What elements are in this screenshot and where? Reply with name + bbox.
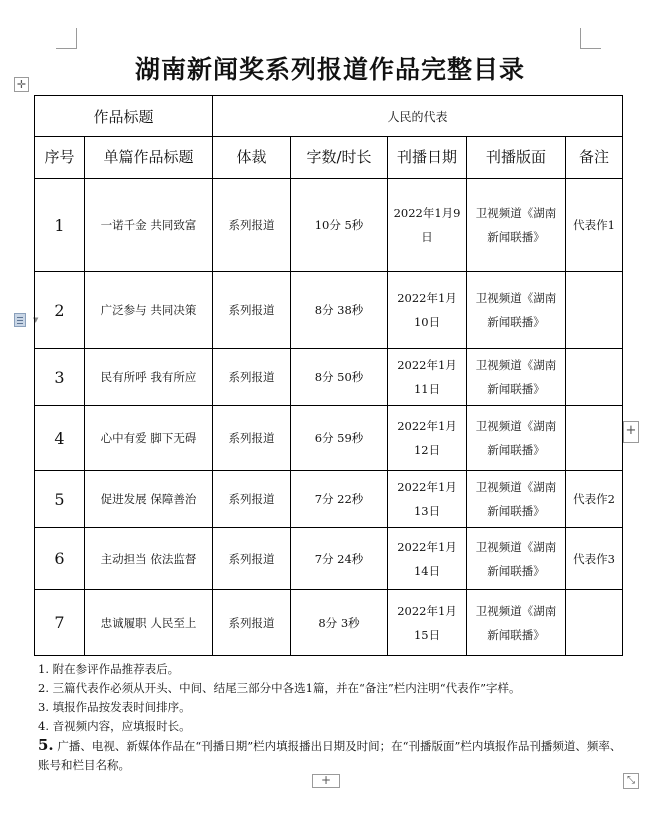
row-date[interactable]: 2022年1月14日 <box>388 528 467 590</box>
row-title[interactable]: 忠诚履职 人民至上 <box>85 590 213 656</box>
col-header-title: 单篇作品标题 <box>85 137 213 179</box>
note-number: 4. <box>38 719 49 733</box>
col-header-note: 备注 <box>566 137 623 179</box>
col-header-genre: 体裁 <box>213 137 291 179</box>
table-row <box>35 406 623 471</box>
row-channel[interactable]: 卫视频道《湖南新闻联播》 <box>467 179 566 272</box>
row-genre[interactable]: 系列报道 <box>213 471 291 528</box>
note-item <box>38 660 628 679</box>
row-note[interactable] <box>566 406 623 471</box>
row-channel[interactable]: 卫视频道《湖南新闻联播》 <box>467 471 566 528</box>
row-date[interactable]: 2022年1月11日 <box>388 349 467 406</box>
row-channel[interactable]: 卫视频道《湖南新闻联播》 <box>467 272 566 349</box>
col-header-seq: 序号 <box>35 137 85 179</box>
row-seq[interactable]: 4 <box>35 406 85 471</box>
row-date[interactable]: 2022年1月13日 <box>388 471 467 528</box>
page-corner-mark-top-left <box>56 28 77 49</box>
row-date[interactable]: 2022年1月10日 <box>388 272 467 349</box>
row-date[interactable]: 2022年1月12日 <box>388 406 467 471</box>
row-length[interactable]: 8分 38秒 <box>291 272 388 349</box>
row-genre[interactable]: 系列报道 <box>213 179 291 272</box>
table-row <box>35 590 623 656</box>
notes-list <box>38 660 628 775</box>
row-seq[interactable]: 3 <box>35 349 85 406</box>
col-header-date: 刊播日期 <box>388 137 467 179</box>
note-number: 1. <box>38 662 49 676</box>
table-row <box>35 349 623 406</box>
row-channel[interactable]: 卫视频道《湖南新闻联播》 <box>467 406 566 471</box>
row-length[interactable]: 8分 50秒 <box>291 349 388 406</box>
row-genre[interactable]: 系列报道 <box>213 528 291 590</box>
row-genre[interactable]: 系列报道 <box>213 272 291 349</box>
row-seq[interactable]: 6 <box>35 528 85 590</box>
row-genre[interactable]: 系列报道 <box>213 590 291 656</box>
note-text: 填报作品按发表时间排序。 <box>52 700 191 714</box>
document-icon[interactable] <box>14 313 26 327</box>
table-row <box>35 528 623 590</box>
note-text: 附在参评作品推荐表后。 <box>52 662 180 676</box>
chevron-down-icon[interactable]: ▼ <box>33 316 39 324</box>
row-length[interactable]: 10分 5秒 <box>291 179 388 272</box>
row-seq[interactable]: 5 <box>35 471 85 528</box>
row-channel[interactable]: 卫视频道《湖南新闻联播》 <box>467 349 566 406</box>
note-item <box>38 717 628 736</box>
row-note[interactable] <box>566 590 623 656</box>
row-title[interactable]: 心中有爱 脚下无碍 <box>85 406 213 471</box>
table-row <box>35 272 623 349</box>
row-seq[interactable]: 1 <box>35 179 85 272</box>
document-title: 湖南新闻奖系列报道作品完整目录 <box>134 55 525 84</box>
col-header-length: 字数/时长 <box>291 137 388 179</box>
row-length[interactable]: 8分 3秒 <box>291 590 388 656</box>
note-number: 5. <box>38 736 54 754</box>
note-text: 音视频内容，应填报时长。 <box>52 719 191 733</box>
page-corner-mark-top-right <box>580 28 601 49</box>
note-item <box>38 698 628 717</box>
column-header-row <box>35 137 623 179</box>
row-note[interactable] <box>566 272 623 349</box>
row-title[interactable]: 民有所呼 我有所应 <box>85 349 213 406</box>
row-length[interactable]: 7分 22秒 <box>291 471 388 528</box>
row-title[interactable]: 广泛参与 共同决策 <box>85 272 213 349</box>
row-title[interactable]: 一诺千金 共同致富 <box>85 179 213 272</box>
table-move-handle-icon[interactable]: ✛ <box>14 77 29 92</box>
row-title[interactable]: 促进发展 保障善治 <box>85 471 213 528</box>
add-column-plus-icon[interactable]: + <box>623 421 639 443</box>
row-note[interactable]: 代表作2 <box>566 471 623 528</box>
header-row <box>35 96 623 137</box>
row-note[interactable]: 代表作3 <box>566 528 623 590</box>
row-genre[interactable]: 系列报道 <box>213 349 291 406</box>
row-seq[interactable]: 7 <box>35 590 85 656</box>
note-number: 3. <box>38 700 49 714</box>
row-genre[interactable]: 系列报道 <box>213 406 291 471</box>
note-number: 2. <box>38 681 49 695</box>
row-date[interactable]: 2022年1月15日 <box>388 590 467 656</box>
note-text: 三篇代表作必须从开头、中间、结尾三部分中各选1篇，并在“备注”栏内注明“代表作”字样。 <box>52 681 521 695</box>
table-row <box>35 179 623 272</box>
work-title-value[interactable]: 人民的代表 <box>213 96 623 137</box>
row-note[interactable]: 代表作1 <box>566 179 623 272</box>
table-resize-icon[interactable]: ⤡ <box>623 773 639 789</box>
note-item <box>38 736 628 775</box>
note-item <box>38 679 628 698</box>
row-seq[interactable]: 2 <box>35 272 85 349</box>
row-length[interactable]: 6分 59秒 <box>291 406 388 471</box>
row-channel[interactable]: 卫视频道《湖南新闻联播》 <box>467 590 566 656</box>
row-title[interactable]: 主动担当 依法监督 <box>85 528 213 590</box>
work-title-label: 作品标题 <box>35 96 213 137</box>
row-date[interactable]: 2022年1月9日 <box>388 179 467 272</box>
works-table <box>34 95 623 656</box>
add-row-plus-icon[interactable]: + <box>312 774 340 788</box>
note-text: 广播、电视、新媒体作品在“刊播日期”栏内填报播出日期及时间；在“刊播版面”栏内填报作品刊播频道、频率、账号和栏目名称。 <box>38 739 622 772</box>
table-row <box>35 471 623 528</box>
row-channel[interactable]: 卫视频道《湖南新闻联播》 <box>467 528 566 590</box>
row-length[interactable]: 7分 24秒 <box>291 528 388 590</box>
row-note[interactable] <box>566 349 623 406</box>
col-header-channel: 刊播版面 <box>467 137 566 179</box>
